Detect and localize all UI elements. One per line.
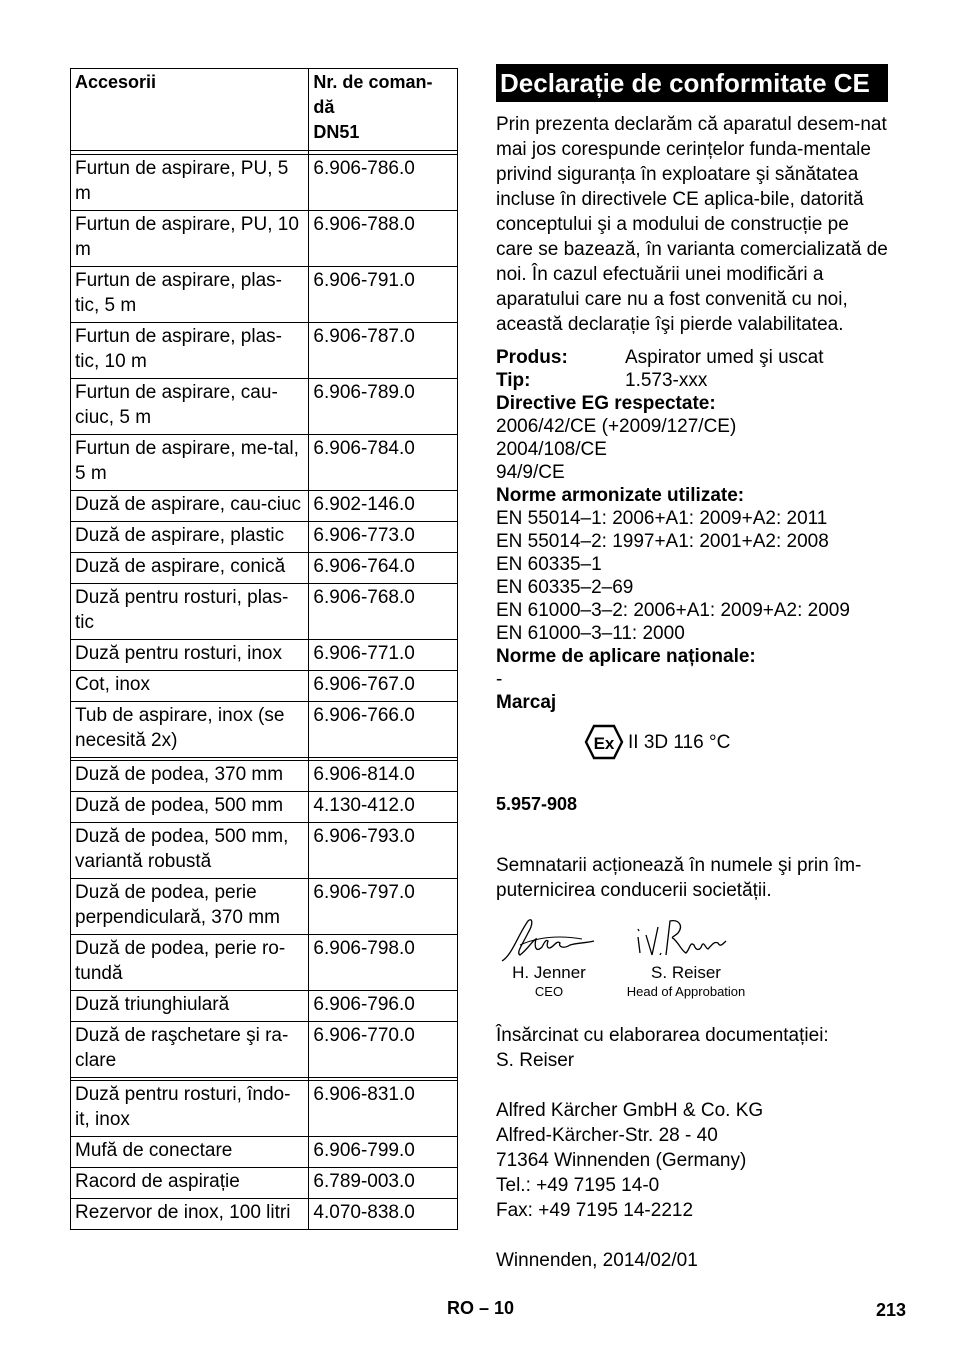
accessory-code: 6.906-766.0 [309,702,458,758]
accessory-code: 6.906-787.0 [309,323,458,379]
accessory-name: Duză triunghiulară [71,991,309,1022]
norm-item: EN 55014–2: 1997+A1: 2001+A2: 2008 [496,531,829,552]
norm-item: EN 60335–2–69 [496,577,634,598]
table-row [71,323,458,379]
table-row [71,553,458,584]
norm-item: EN 60335–1 [496,554,602,575]
accessory-code: 6.906-793.0 [309,823,458,879]
signature-reiser-icon [634,915,734,965]
company-tel: Tel.: +49 7195 14-0 [496,1175,660,1196]
company-city: 71364 Winnenden (Germany) [496,1150,747,1171]
documentation-label: Însărcinat cu elaborarea documentației: [496,1025,829,1046]
accessory-name: Duză de aspirare, cau-ciuc [71,491,309,522]
table-row [71,640,458,671]
accessory-code: 6.906-767.0 [309,671,458,702]
accessory-code: 6.906-814.0 [309,761,458,792]
directive-item: 2006/42/CE (+2009/127/CE) [496,416,737,437]
table-row [71,879,458,935]
accessory-name: Furtun de aspirare, plas-tic, 10 m [71,323,309,379]
accessory-code: 6.906-798.0 [309,935,458,991]
accessory-code: 6.906-788.0 [309,211,458,267]
ex-hexagon-icon [584,724,624,760]
accessory-code: 6.906-784.0 [309,435,458,491]
product-details [496,346,888,714]
accessory-code: 6.906-797.0 [309,879,458,935]
accessory-code: 6.789-003.0 [309,1168,458,1199]
accessory-name: Rezervor de inox, 100 litri [71,1199,309,1230]
accessory-name: Duză pentru rosturi, îndo-it, inox [71,1081,309,1137]
accessory-code: 6.906-771.0 [309,640,458,671]
table-row [71,1022,458,1078]
accessory-code: 6.902-146.0 [309,491,458,522]
accessory-name: Duză de podea, perie perpendiculară, 370 mm [71,879,309,935]
accessory-name: Duză de podea, 500 mm [71,792,309,823]
accessory-code: 6.906-764.0 [309,553,458,584]
table-row [71,702,458,758]
accessory-code: 6.906-768.0 [309,584,458,640]
accessory-code: 4.130-412.0 [309,792,458,823]
norms-label: Norme armonizate utilizate: [496,485,745,506]
accessory-name: Duză de raşchetare şi ra-clare [71,1022,309,1078]
accessory-name: Furtun de aspirare, PU, 10 m [71,211,309,267]
signer1-name: H. Jenner [512,963,586,982]
accessory-name: Furtun de aspirare, me-tal, 5 m [71,435,309,491]
signer2-role: Head of Approbation [626,984,746,999]
accessory-name: Racord de aspirație [71,1168,309,1199]
table-row [71,1199,458,1230]
accessory-code: 6.906-831.0 [309,1081,458,1137]
company-street: Alfred-Kärcher-Str. 28 - 40 [496,1125,718,1146]
table-row [71,1081,458,1137]
signature-jenner-icon [498,915,598,965]
signer-jenner [496,963,602,1001]
declaration-intro: Prin prezenta declarăm că aparatul desem-nat mai jos corespunde cerințelor funda-mentale privind siguranța în exploatare şi sănătatea incluse în directivele CE aplica-bile, datorită conceptului şi a modului de construcție pe care se bazează, în varianta comercializată de noi. În cazul efectuării unei modificări a aparatului care nu a fost convenită cu noi, această declarație îşi pierde valabilitatea. [496,114,888,335]
document-number: 5.957-908 [496,794,578,814]
type-label: Tip: [496,370,531,391]
declaration-column [496,64,888,1273]
table-row [71,379,458,435]
norm-item: EN 55014–1: 2006+A1: 2009+A2: 2011 [496,508,828,529]
accessory-name: Mufă de conectare [71,1137,309,1168]
accessory-name: Duză de podea, perie ro-tundă [71,935,309,991]
directives-label: Directive EG respectate: [496,393,716,414]
table-row [71,823,458,879]
declaration-title: Declarație de conformitate CE [496,64,888,102]
marking-label: Marcaj [496,692,557,713]
accessories-table [70,68,458,1230]
page-number: 213 [876,1300,907,1320]
documentation-person: S. Reiser [496,1050,575,1071]
accessory-name: Furtun de aspirare, PU, 5 m [71,155,309,211]
signer-reiser [616,963,756,1001]
accessory-name: Duză pentru rosturi, plas-tic [71,584,309,640]
place-date: Winnenden, 2014/02/01 [496,1250,698,1271]
accessory-code: 6.906-770.0 [309,1022,458,1078]
accessory-code: 6.906-786.0 [309,155,458,211]
table-row [71,522,458,553]
footer-section: – 10 [479,1298,515,1318]
header-accessories: Accesorii [71,69,309,151]
table-row [71,435,458,491]
page-label [447,1298,514,1319]
accessory-code: 6.906-773.0 [309,522,458,553]
accessory-name: Cot, inox [71,671,309,702]
table-row [71,155,458,211]
header-order-number: Nr. de coman- dă DN51 [309,69,458,151]
table-row [71,935,458,991]
accessory-code: 6.906-796.0 [309,991,458,1022]
table-row [71,267,458,323]
directive-item: 94/9/CE [496,462,565,483]
table-row [71,211,458,267]
table-row [71,792,458,823]
national-norms-value: - [496,669,503,690]
accessory-name: Duză de aspirare, plastic [71,522,309,553]
marking-value: II 3D 116 °C [628,731,731,753]
table-row [71,1168,458,1199]
accessory-name: Furtun de aspirare, cau-ciuc, 5 m [71,379,309,435]
accessory-name: Duză pentru rosturi, inox [71,640,309,671]
directive-item: 2004/108/CE [496,439,607,460]
accessory-name: Duză de podea, 500 mm, variantă robustă [71,823,309,879]
footer-lang: RO [447,1298,474,1318]
signer1-role: CEO [534,984,564,999]
marking-row [584,722,888,762]
company-fax: Fax: +49 7195 14-2212 [496,1200,694,1221]
accessory-code: 6.906-789.0 [309,379,458,435]
norm-item: EN 61000–3–2: 2006+A1: 2009+A2: 2009 [496,600,850,621]
signer2-name: S. Reiser [651,963,721,982]
company-name: Alfred Kärcher GmbH & Co. KG [496,1100,764,1121]
accessory-code: 6.906-791.0 [309,267,458,323]
table-row [71,991,458,1022]
accessory-name: Furtun de aspirare, plas-tic, 5 m [71,267,309,323]
signers-text: Semnatarii acționează în numele şi prin îm-puternicirea conducerii societății. [496,855,862,901]
svg-text:Ex: Ex [593,734,615,753]
national-norms-label: Norme de aplicare naționale: [496,646,756,667]
table-row [71,491,458,522]
product-value: Aspirator umed şi uscat [625,347,824,368]
accessory-name: Tub de aspirare, inox (se necesită 2x) [71,702,309,758]
norm-item: EN 61000–3–11: 2000 [496,623,685,644]
accessory-code: 4.070-838.0 [309,1199,458,1230]
accessory-name: Duză de aspirare, conică [71,553,309,584]
product-label: Produs: [496,347,568,368]
accessory-code: 6.906-799.0 [309,1137,458,1168]
type-value: 1.573-xxx [625,370,708,391]
table-row [71,761,458,792]
table-row [71,671,458,702]
accessory-name: Duză de podea, 370 mm [71,761,309,792]
signatures [496,915,888,1015]
table-row [71,584,458,640]
table-row [71,1137,458,1168]
